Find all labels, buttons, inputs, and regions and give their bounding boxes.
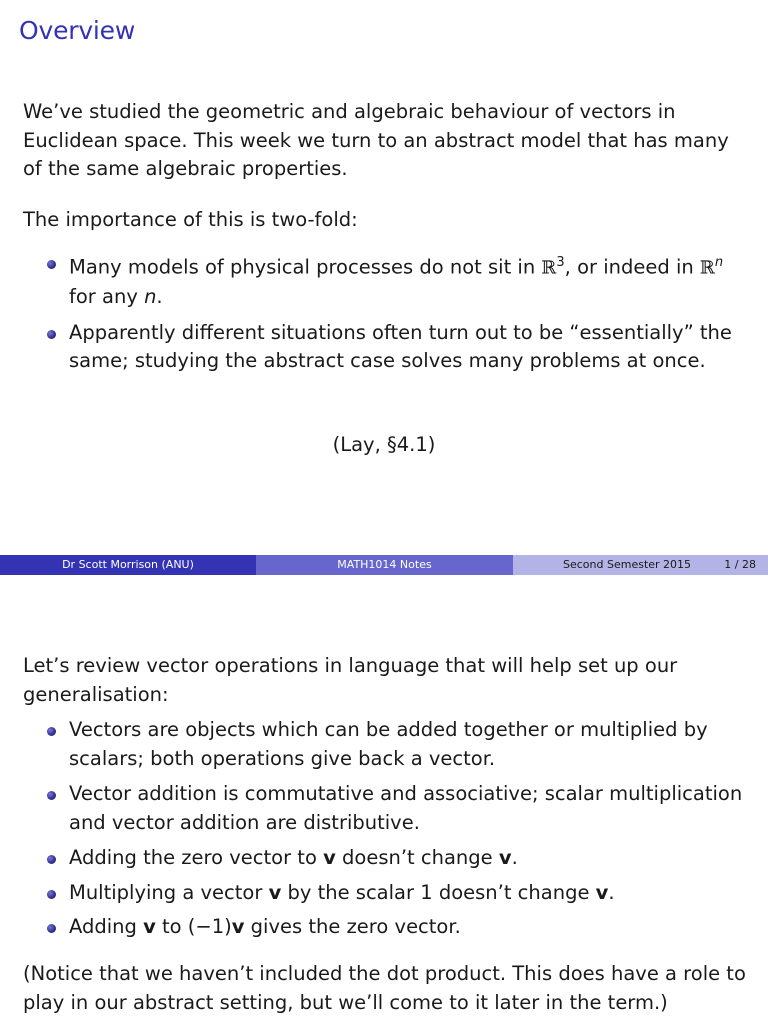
slide-vector-review bbox=[0, 600, 768, 1024]
bullet-icon bbox=[47, 260, 56, 269]
list-item: Vector addition is commutative and associative; scalar multiplication and vector addition are distributive. bbox=[23, 780, 748, 837]
intro-paragraph: We’ve studied the geometric and algebraic behaviour of vectors in Euclidean space. This week we turn to an abstract model that has many of the same algebraic properties. bbox=[23, 100, 729, 180]
list-item: Multiplying a vector v by the scalar 1 doesn’t change v. bbox=[23, 879, 748, 908]
frame-title: Overview bbox=[19, 16, 136, 45]
review-intro-paragraph: Let’s review vector operations in language that will help set up our generalisation: bbox=[23, 654, 678, 706]
importance-paragraph: The importance of this is two-fold: bbox=[23, 208, 358, 231]
properties-list bbox=[23, 716, 748, 942]
list-item: Apparently different situations often turn out to be “essentially” the same; studying the abstract case solves many problems at once. bbox=[23, 319, 748, 376]
list-item: Many models of physical processes do not sit in ℝ$^3$, or indeed in ℝ$^n$ for any n. bbox=[23, 249, 748, 312]
bullet-icon bbox=[47, 330, 56, 339]
footer-semester: Second Semester 2015 bbox=[563, 558, 692, 571]
footer-bar bbox=[0, 555, 768, 575]
footer-course: MATH1014 Notes bbox=[256, 555, 513, 575]
footer-page-number: 1 / 28 bbox=[724, 558, 756, 571]
footer-author: Dr Scott Morrison (ANU) bbox=[0, 555, 256, 575]
bullet-icon bbox=[47, 890, 56, 899]
reference-citation: (Lay, §4.1) bbox=[332, 433, 436, 456]
bullet-icon bbox=[47, 855, 56, 864]
list-item: Adding v to (−1)v gives the zero vector. bbox=[23, 913, 748, 942]
bullet-icon bbox=[47, 924, 56, 933]
reals-symbol: ℝ bbox=[699, 257, 715, 279]
list-item: Adding the zero vector to v doesn’t change v. bbox=[23, 844, 748, 873]
importance-list bbox=[23, 249, 748, 376]
bullet-icon bbox=[47, 791, 56, 800]
footer-info bbox=[513, 555, 768, 575]
list-item: Vectors are objects which can be added together or multiplied by scalars; both operations give back a vector. bbox=[23, 716, 748, 773]
bullet-icon bbox=[47, 727, 56, 736]
reals-symbol: ℝ bbox=[541, 257, 557, 279]
dot-product-note: (Notice that we haven’t included the dot product. This does have a role to play in our abstract setting, but we’ll come to it later in the term.) bbox=[23, 962, 746, 1014]
